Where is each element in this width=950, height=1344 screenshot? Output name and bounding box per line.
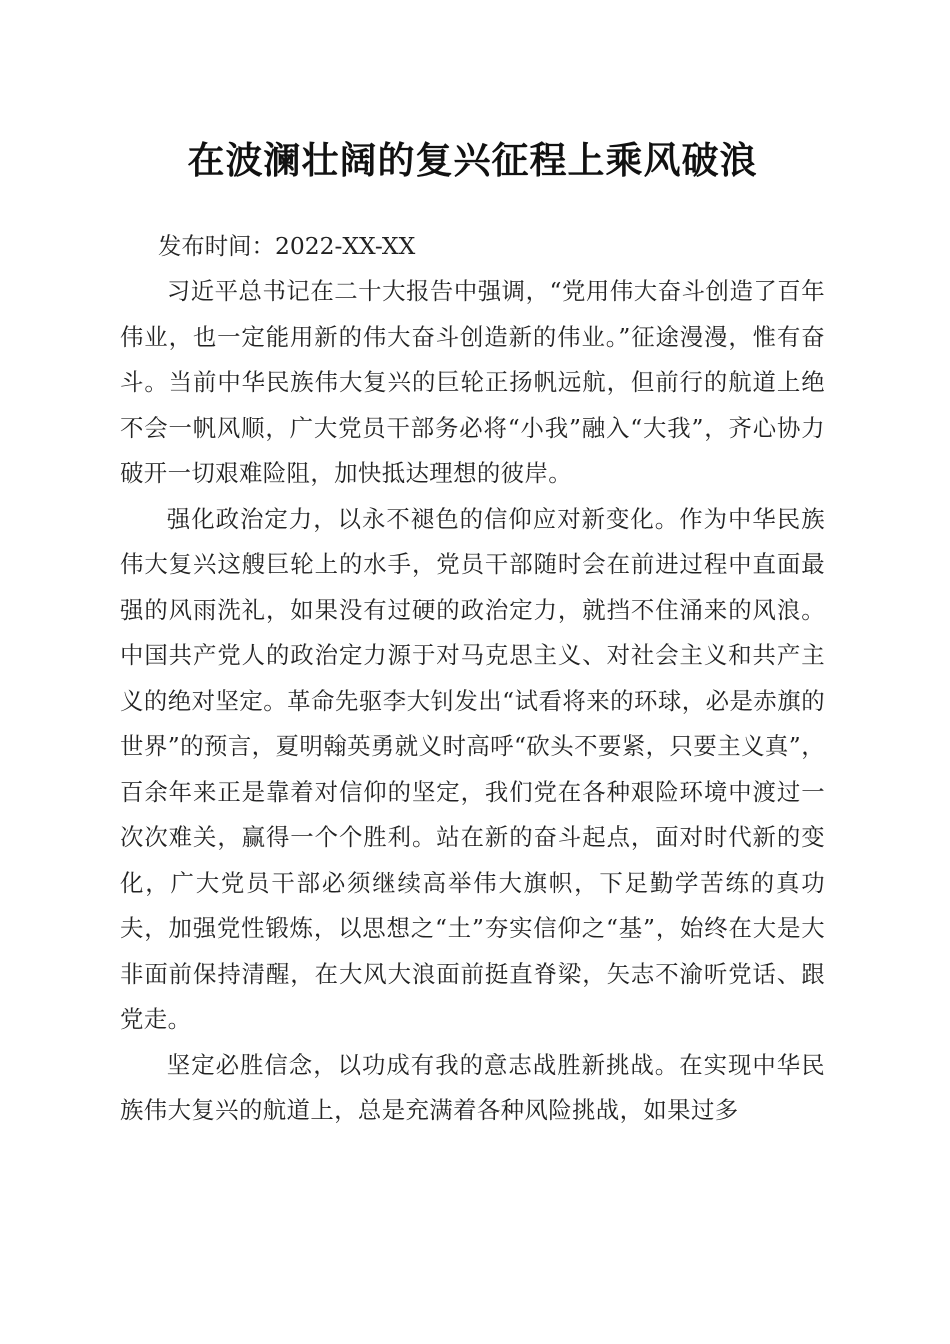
paragraph-1: 习近平总书记在二十大报告中强调，“党用伟大奋斗创造了百年伟业，也一定能用新的伟大奋斗创造新的伟业。”征途漫漫，惟有奋斗。当前中华民族伟大复兴的巨轮正扬帆远航，但前行的航道上绝不会一帆风顺，广大党员干部务必将“小我”融入“大我”，齐心协力破开一切艰难险阻，加快抵达理想的彼岸。 [120,277,825,487]
paragraph-2: 强化政治定力，以永不褪色的信仰应对新变化。作为中华民族伟大复兴这艘巨轮上的水手，党员干部随时会在前进过程中直面最强的风雨洗礼，如果没有过硬的政治定力，就挡不住涌来的风浪。中国共产党人的政治定力源于对马克思主义、对社会主义和共产主义的绝对坚定。革命先驱李大钊发出“试看将来的环球，必是赤旗的世界”的预言，夏明翰英勇就义时高呼“砍头不要紧，只要主义真”，百余年来正是靠着对信仰的坚定，我们党在各种艰险环境中渡过一次次难关，赢得一个个胜利。站在新的奋斗起点，面对时代新的变化，广大党员干部必须继续高举伟大旗帜，下足勤学苦练的真功夫，加强党性锻炼，以思想之“土”夯实信仰之“基”，始终在大是大非面前保持清醒，在大风大浪面前挺直脊梁，矢志不渝听党话、跟党走。 [120,504,825,1033]
document-page [120,0,825,1134]
publish-date: 发布时间：2022-XX-XX [158,232,416,260]
document-title: 在波澜壮阔的复兴征程上乘风破浪 [187,138,758,182]
paragraph-3: 坚定必胜信念，以功成有我的意志战胜新挑战。在实现中华民族伟大复兴的航道上，总是充满着各种风险挑战，如果过多 [120,1050,825,1124]
